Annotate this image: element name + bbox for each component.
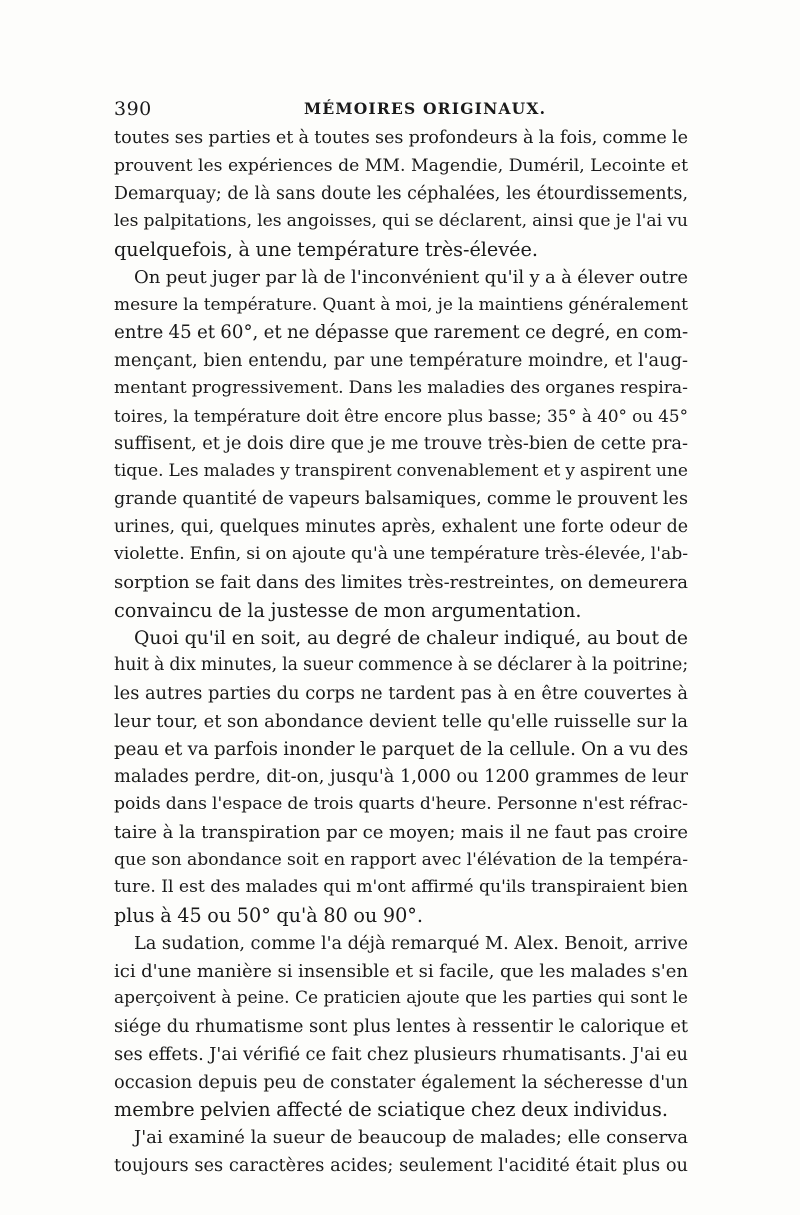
text-line: sorption se fait dans des limites très-restreintes, on demeurera xyxy=(114,572,688,593)
page-number: 390 xyxy=(114,98,152,120)
text-line: mençant, bien entendu, par une température moindre, et l'aug- xyxy=(114,350,688,371)
text-line: quelquefois, à une température très-élevée. xyxy=(114,238,538,261)
text-line: plus à 45 ou 50° qu'à 80 ou 90°. xyxy=(114,904,423,927)
text-line: suffisent, et je dois dire que je me trouve très-bien de cette pra- xyxy=(114,433,688,455)
text-line: siége du rhumatisme sont plus lentes à ressentir le calorique et xyxy=(114,1016,688,1037)
text-line: que son abondance soit en rapport avec l'élévation de la tempéra- xyxy=(114,849,688,870)
text-line: prouvent les expériences de MM. Magendie, Duméril, Lecointe et xyxy=(114,155,688,176)
text-line: ici d'une manière si insensible et si facile, que les malades s'en xyxy=(114,960,688,982)
body-text xyxy=(114,125,688,1180)
text-line: leur tour, et son abondance devient telle qu'elle ruisselle sur la xyxy=(114,710,688,732)
text-line: grande quantité de vapeurs balsamiques, comme le prouvent les xyxy=(114,488,688,509)
page-header xyxy=(114,98,689,120)
running-head: MÉMOIRES ORIGINAUX. xyxy=(304,99,547,118)
text-line: Quoi qu'il en soit, au degré de chaleur indiqué, au bout de xyxy=(134,627,688,649)
text-line: mesure la température. Quant à moi, je la maintiens généralement xyxy=(114,294,688,315)
text-line: toujours ses caractères acides; seulement l'acidité était plus ou xyxy=(114,1154,688,1176)
text-line: membre pelvien affecté de sciatique chez deux individus. xyxy=(114,1098,668,1122)
text-line: convaincu de la justesse de mon argumentation. xyxy=(114,598,582,622)
text-line: aperçoivent à peine. Ce praticien ajoute que les parties qui sont le xyxy=(114,988,688,1009)
text-line: mentant progressivement. Dans les maladies des organes respira- xyxy=(114,377,688,398)
text-line: les palpitations, les angoisses, qui se déclarent, ainsi que je l'ai vu xyxy=(114,211,688,232)
text-line: entre 45 et 60°, et ne dépasse que rarement ce degré, en com- xyxy=(114,322,688,344)
text-line: J'ai examiné la sueur de beaucoup de malades; elle conserva xyxy=(134,1127,688,1148)
text-line: malades perdre, dit-on, jusqu'à 1,000 ou 1200 grammes de leur xyxy=(114,766,688,788)
text-line: les autres parties du corps ne tardent pas à en être couvertes à xyxy=(114,683,688,704)
text-line: tique. Les malades y transpirent convenablement et y aspirent une xyxy=(114,461,688,481)
text-line: peau et va parfois inonder le parquet de la cellule. On a vu des xyxy=(114,738,688,760)
text-line: toires, la température doit être encore plus basse; 35° à 40° ou 45° xyxy=(114,405,688,426)
text-line: violette. Enfin, si on ajoute qu'à une température très-élevée, l'ab- xyxy=(114,544,688,565)
text-line: ture. Il est des malades qui m'ont affirmé qu'ils transpiraient bien xyxy=(114,877,688,898)
text-line: poids dans l'espace de trois quarts d'heure. Personne n'est réfrac- xyxy=(114,794,688,814)
text-line: toutes ses parties et à toutes ses profondeurs à la fois, comme le xyxy=(114,128,688,148)
text-line: Demarquay; de là sans doute les céphalées, les étourdissements, xyxy=(114,183,688,204)
text-line: ses effets. J'ai vérifié ce fait chez plusieurs rhumatisants. J'ai eu xyxy=(114,1043,688,1065)
text-line: taire à la transpiration par ce moyen; mais il ne faut pas croire xyxy=(114,821,688,843)
text-line: On peut juger par là de l'inconvénient qu'il y a à élever outre xyxy=(134,266,688,288)
text-line: urines, qui, quelques minutes après, exhalent une forte odeur de xyxy=(114,516,688,537)
text-line: huit à dix minutes, la sueur commence à se déclarer à la poitrine; xyxy=(114,655,688,676)
text-line: La sudation, comme l'a déjà remarqué M. Alex. Benoit, arrive xyxy=(134,932,688,954)
text-line: occasion depuis peu de constater également la sécheresse d'un xyxy=(114,1071,688,1093)
